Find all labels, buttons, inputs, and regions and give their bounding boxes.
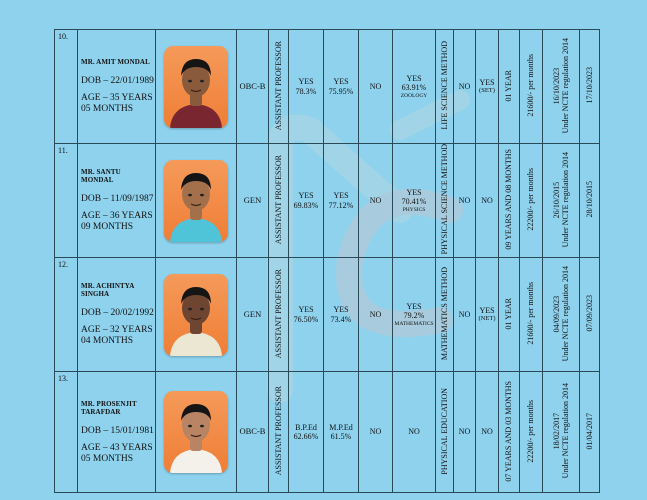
joining-date: 17/10/2023 <box>580 30 600 144</box>
pay: 21600/- per months <box>520 258 543 372</box>
net-set: NO <box>476 144 499 258</box>
pay: 21600/- per months <box>520 30 543 144</box>
post: ASSISTANT PROFESSOR <box>269 258 289 372</box>
pg-education: YES 77.12% <box>324 144 359 258</box>
category: OBC-B <box>237 372 269 493</box>
pg-education: YES 75.95% <box>324 30 359 144</box>
phd: NO <box>454 144 476 258</box>
mphil: NO <box>359 258 393 372</box>
phd: NO <box>454 372 476 493</box>
date-of-birth: DOB – 11/09/1987 <box>81 194 154 205</box>
experience: 01 YEAR <box>499 30 520 144</box>
staff-table <box>54 29 600 493</box>
method: MATHEMATICS METHOD <box>436 258 454 372</box>
post: ASSISTANT PROFESSOR <box>269 30 289 144</box>
serial-number: 10. <box>55 30 78 144</box>
pg-education: M.P.Ed 61.5% <box>324 372 359 493</box>
net-set: YES (SET) <box>476 30 499 144</box>
pay: 22200/- per months <box>520 372 543 493</box>
phd: NO <box>454 30 476 144</box>
name-cell <box>78 258 156 372</box>
joining-date: 01/04/2017 <box>580 372 600 493</box>
age: AGE – 36 YEARS 09 MONTHS <box>81 211 153 232</box>
photo-cell <box>156 258 237 372</box>
ug-qualification: YES 78.3% <box>289 30 324 144</box>
date-of-birth: DOB – 22/01/1989 <box>81 76 154 87</box>
post: ASSISTANT PROFESSOR <box>269 144 289 258</box>
appointment: 04/09/2023 Under NCTE regulation 2014 <box>543 258 580 372</box>
net-set: YES (NET) <box>476 258 499 372</box>
phd: NO <box>454 258 476 372</box>
method: LIFE SCIENCE METHOD <box>436 30 454 144</box>
pg-education: YES 73.4% <box>324 258 359 372</box>
staff-row <box>55 30 600 144</box>
date-of-birth: DOB – 20/02/1992 <box>81 308 154 319</box>
serial-number: 11. <box>55 144 78 258</box>
age: AGE – 35 YEARS 05 MONTHS <box>81 93 153 114</box>
name-cell <box>78 144 156 258</box>
pg-subject: YES 70.41% PHYSICS <box>393 144 436 258</box>
staff-photo <box>164 391 228 473</box>
age: AGE – 43 YEARS 05 MONTHS <box>81 442 153 464</box>
mphil: NO <box>359 372 393 493</box>
ug-qualification: B.P.Ed 62.66% <box>289 372 324 493</box>
category: GEN <box>237 258 269 372</box>
experience: 01 YEAR <box>499 258 520 372</box>
photo-cell <box>156 372 237 493</box>
staff-row <box>55 144 600 258</box>
date-of-birth: DOB – 15/01/1981 <box>81 425 154 436</box>
appointment: 18/02/2017 Under NCTE regulation 2014 <box>543 372 580 493</box>
staff-photo <box>164 274 228 356</box>
mphil: NO <box>359 30 393 144</box>
staff-name: MR. ACHINTYA SINGHA <box>81 282 135 299</box>
ug-qualification: YES 76.50% <box>289 258 324 372</box>
pg-subject: YES 63.91% ZOOLOGY <box>393 30 436 144</box>
experience: 09 YEARS AND 08 MONTHS <box>499 144 520 258</box>
category: OBC-B <box>237 30 269 144</box>
mphil: NO <box>359 144 393 258</box>
appointment: 26/10/2015 Under NCTE regulation 2014 <box>543 144 580 258</box>
category: GEN <box>237 144 269 258</box>
pg-subject: NO <box>393 372 436 493</box>
appointment: 16/10/2023 Under NCTE regulation 2014 <box>543 30 580 144</box>
age: AGE – 32 YEARS 04 MONTHS <box>81 325 153 346</box>
serial-number: 13. <box>55 372 78 493</box>
post: ASSISTANT PROFESSOR <box>269 372 289 493</box>
photo-cell <box>156 30 237 144</box>
staff-name: MR. PROSENJIT TARAFDAR <box>81 399 137 416</box>
method: PHYSICAL SCIENCE METHOD <box>436 144 454 258</box>
name-cell <box>78 30 156 144</box>
joining-date: 07/09/2023 <box>580 258 600 372</box>
staff-name: MR. SANTU MONDAL <box>81 168 121 185</box>
staff-row <box>55 372 600 493</box>
experience: 07 YEARS AND 03 MONTHS <box>499 372 520 493</box>
staff-photo <box>164 46 228 128</box>
photo-cell <box>156 144 237 258</box>
ug-qualification: YES 69.83% <box>289 144 324 258</box>
name-cell <box>78 372 156 493</box>
net-set: NO <box>476 372 499 493</box>
pg-subject: YES 79.2% MATHEMATICS <box>393 258 436 372</box>
joining-date: 28/10/2015 <box>580 144 600 258</box>
method: PHYSICAL EDUCATION <box>436 372 454 493</box>
serial-number: 12. <box>55 258 78 372</box>
staff-name: MR. AMIT MONDAL <box>81 58 150 67</box>
staff-row <box>55 258 600 372</box>
pay: 22200/- per months <box>520 144 543 258</box>
staff-photo <box>164 160 228 242</box>
